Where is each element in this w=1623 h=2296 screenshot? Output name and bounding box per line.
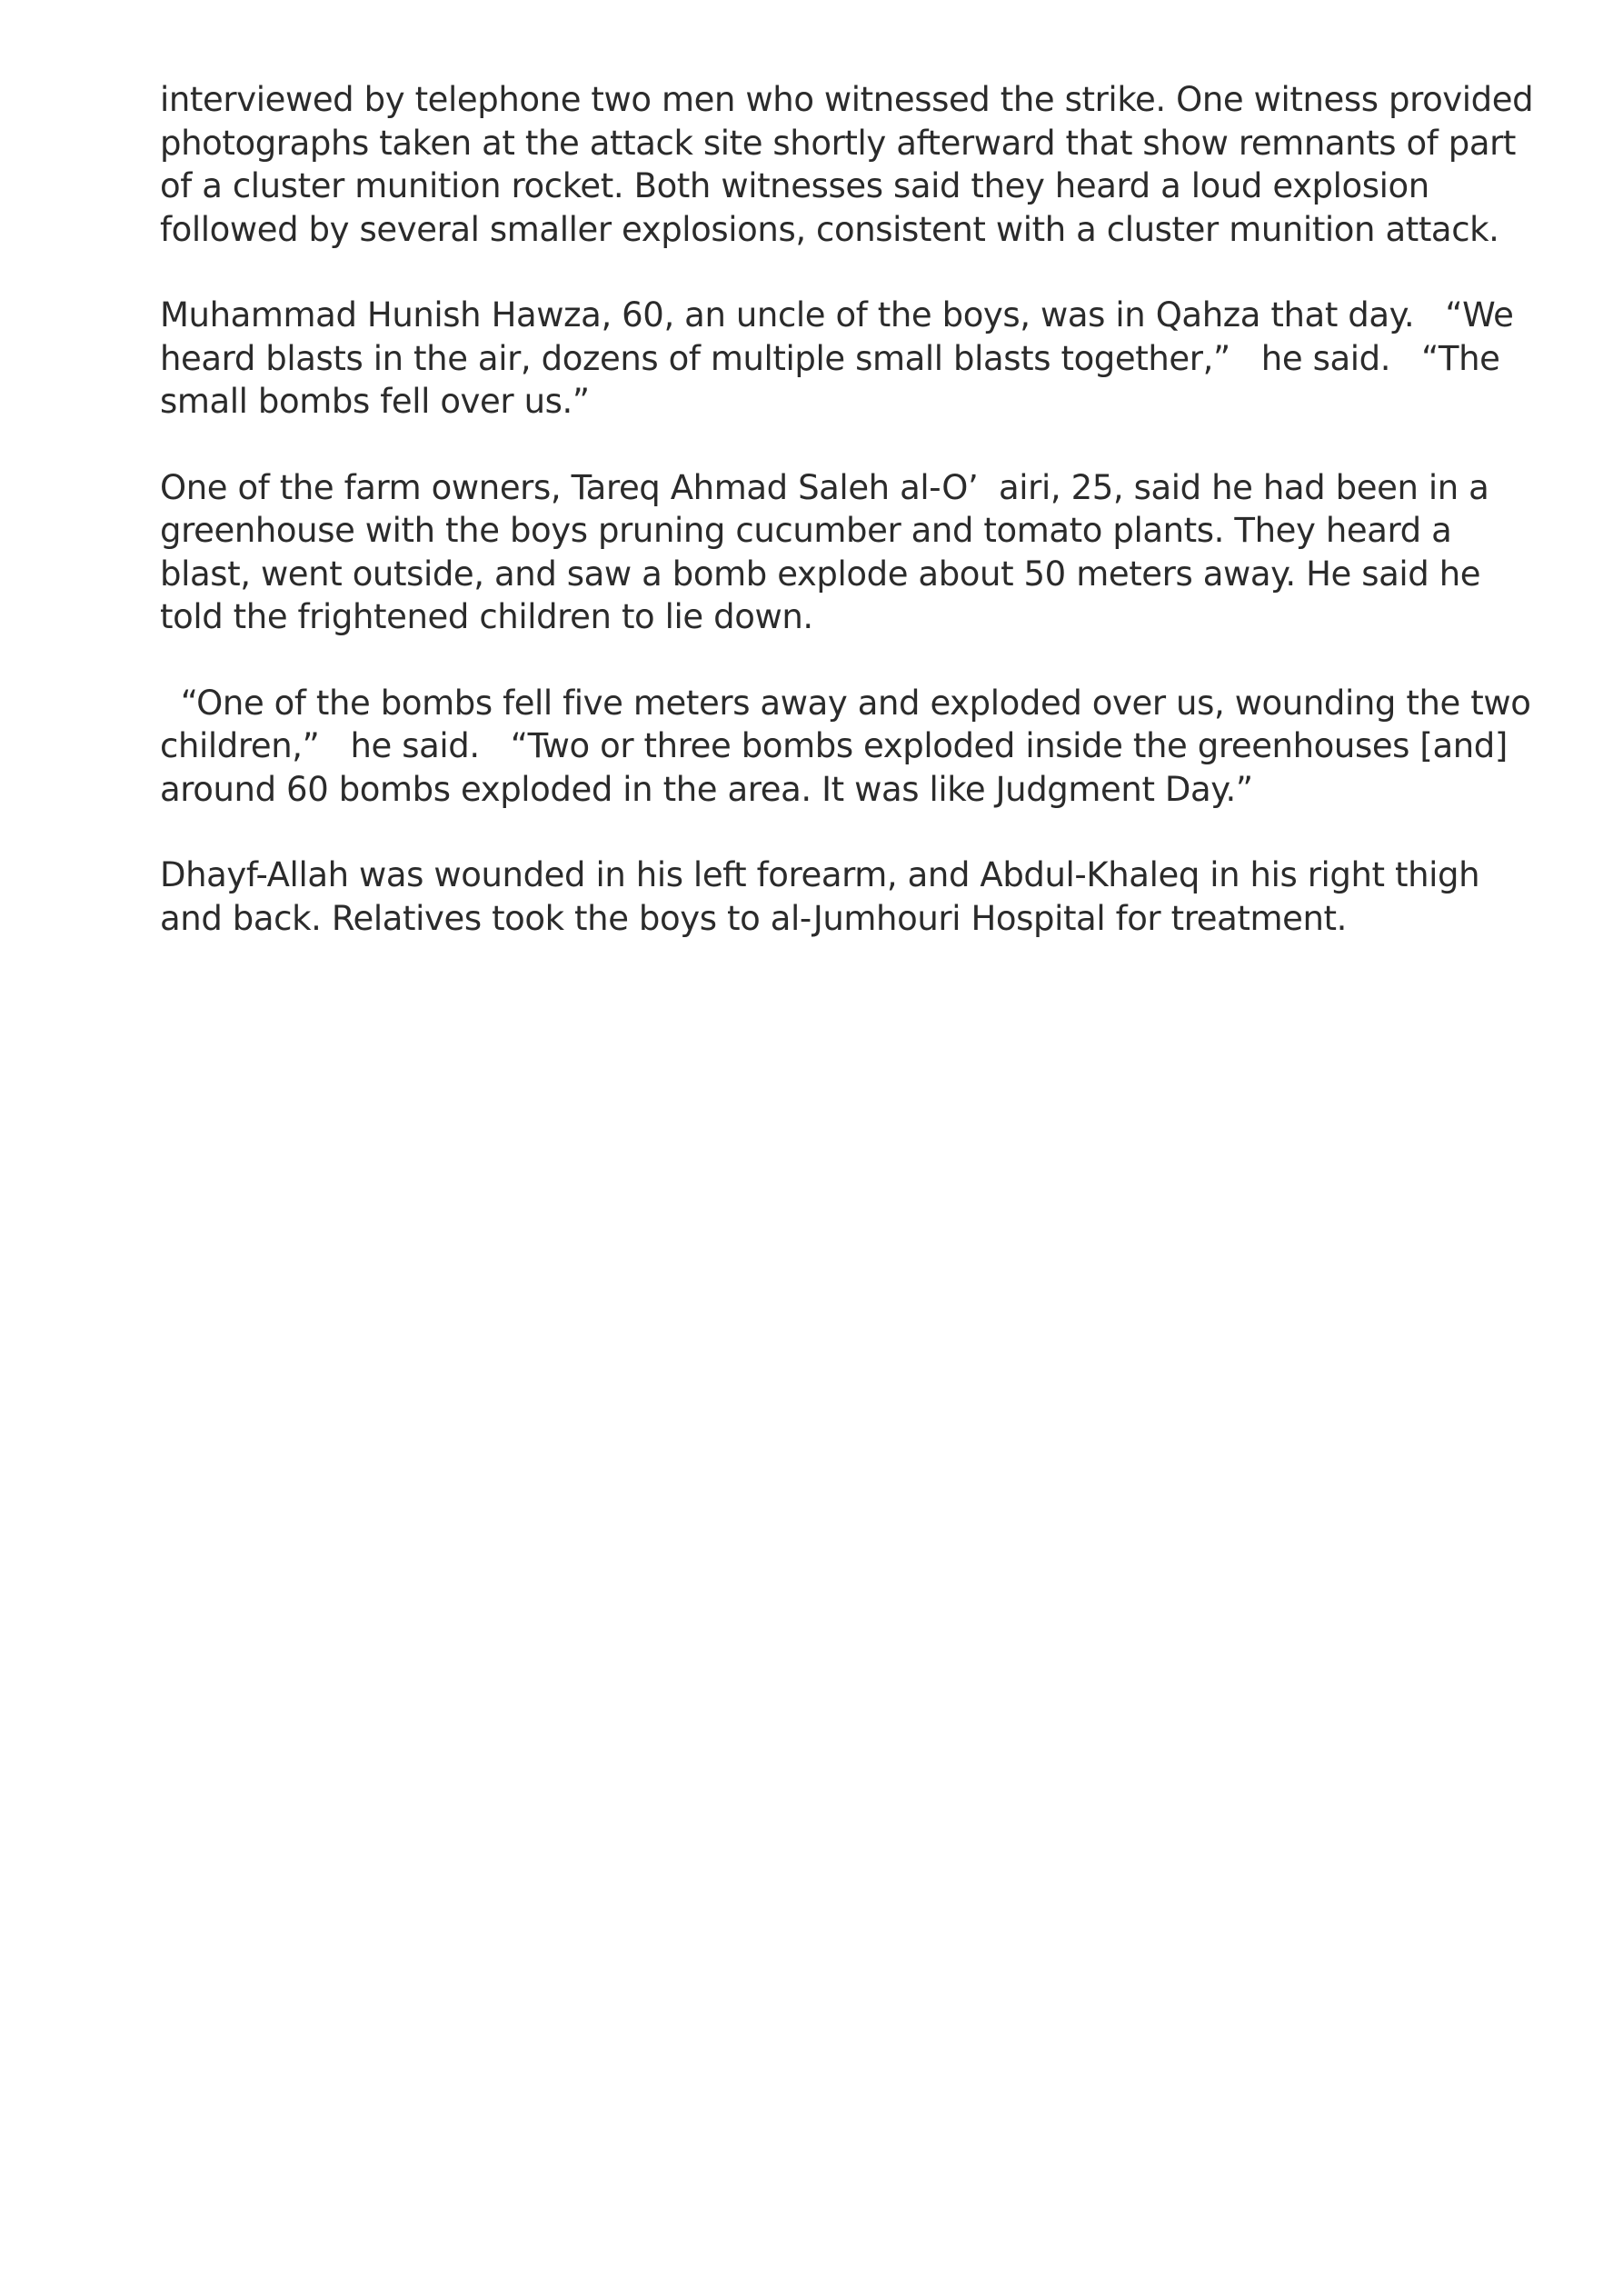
paragraph-farm-owner-account xyxy=(160,466,1487,639)
text-line: small bombs fell over us.” xyxy=(160,382,590,421)
text-line: of a cluster munition rocket. Both witnesses said they heard a loud explosion xyxy=(160,166,1429,205)
text-line: told the frightened children to lie down. xyxy=(160,597,813,636)
text-line: followed by several smaller explosions, consistent with a cluster munition attack. xyxy=(160,209,1499,249)
text-line: and back. Relatives took the boys to al-Jumhouri Hospital for treatment. xyxy=(160,898,1347,938)
text-line: interviewed by telephone two men who witnessed the strike. One witness provided xyxy=(160,80,1534,119)
document-body xyxy=(160,78,1534,983)
text-line: heard blasts in the air, dozens of multiple small blasts together,” he said. “The xyxy=(160,338,1500,378)
text-line: “One of the bombs fell five meters away and exploded over us, wounding the two xyxy=(160,683,1531,723)
text-line: blast, went outside, and saw a bomb explode about 50 meters away. He said he xyxy=(160,554,1481,594)
text-line: around 60 bombs exploded in the area. It was like Judgment Day.” xyxy=(160,769,1253,809)
text-line: photographs taken at the attack site shortly afterward that show remnants of part xyxy=(160,123,1517,163)
text-line: Muhammad Hunish Hawza, 60, an uncle of the boys, was in Qahza that day. “We xyxy=(160,295,1514,334)
text-line: children,” he said. “Two or three bombs exploded inside the greenhouses [and] xyxy=(160,726,1508,765)
paragraph-injuries xyxy=(160,854,1487,940)
paragraph-witness-interviews xyxy=(160,78,1534,251)
paragraph-hawza-quote xyxy=(160,294,1514,424)
paragraph-judgment-day-quote xyxy=(160,682,1531,812)
text-line: Dhayf-Allah was wounded in his left forearm, and Abdul-Khaleq in his right thigh xyxy=(160,855,1480,894)
text-line: One of the farm owners, Tareq Ahmad Saleh al-O’ airi, 25, said he had been in a xyxy=(160,467,1489,507)
text-line: greenhouse with the boys pruning cucumber and tomato plants. They heard a xyxy=(160,511,1452,550)
